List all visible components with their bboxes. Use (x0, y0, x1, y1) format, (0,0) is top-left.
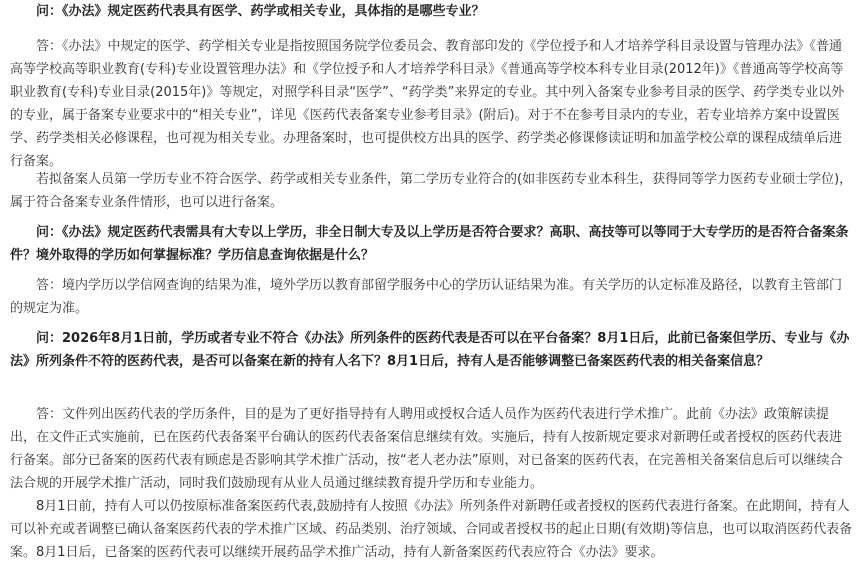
question-paragraph: 问：《办法》规定医药代表需具有大专以上学历，非全日制大专及以上学历是否符合要求？高职、高技等可以等同于大专学历的是否符合备案条件？境外取得的学历如何掌握标准？学历信息查询依据是什么？ (10, 225, 849, 263)
answer-paragraph: 答：《办法》中规定的医学、药学相关专业是指按照国务院学位委员会、教育部印发的《学位授予和人才培养学科目录设置与管理办法》《普通高等学校高等职业教育(专科)专业设置管理办法》和《学位授予和人才培养学科目录》《普通高等学校本科专业目录(2012年)》《普通高等学校高等职业教育(专科)专业目录(2015年)》等规定，对照学科目录“医学”、“药学类”来界定的专业。其中列入备案专业参考目录的医学、药学类专业以外的专业，属于备案专业要求中的“相关专业”，详见《医药代表备案专业参考目录》(附后)。对于不在参考目录内的专业，若专业培养方案中设置医学、药学类相关必修课程，也可视为相关专业。办理备案时，也可提供校方出具的医学、药学类必修课修读证明和加盖学校公章的课程成绩单后进行备案。 (10, 39, 845, 169)
answer-paragraph: 答：文件列出医药代表的学历条件，目的是为了更好指导持有人聘用或授权合适人员作为医药代表进行学术推广。此前《办法》政策解读提出，在文件正式实施前，已在医药代表备案平台确认的医药代表备案信息继续有效。实施后，持有人按新规定要求对新聘任或者授权的医药代表进行备案。部分已备案的医药代表有顾虑是否影响其学术推广活动，按“老人老办法”原则，对已备案的医药代表，在完善相关备案信息后可以继续合法合规的开展学术推广活动，同时我们鼓励现有从业人员通过继续教育提升学历和专业能力。 (10, 407, 843, 491)
answer-paragraph: 若拟备案人员第一学历专业不符合医学、药学或相关专业条件，第二学历专业符合的(如非医药专业本科生，获得同等学力医药专业硕士学位)，属于符合备案专业条件情形，也可以进行备案。 (10, 172, 853, 210)
answer-paragraph: 答：境内学历以学信网查询的结果为准，境外学历以教育部留学服务中心的学历认证结果为准。有关学历的认定标准及路径，以教育主管部门的规定为准。 (10, 278, 843, 316)
question-paragraph: 问：2026年8月1日前，学历或者专业不符合《办法》所列条件的医药代表是否可以在平台备案？8月1日后，此前已备案但学历、专业与《办法》所列条件不符的医药代表，是否可以备案在新的持有人名下？8月1日后，持有人是否能够调整已备案医药代表的相关备案信息？ (10, 331, 850, 369)
answer-paragraph: 8月1日前，持有人可以仍按原标准备案医药代表,鼓励持有人按照《办法》所列条件对新聘任或者授权的医药代表进行备案。在此期间，持有人可以补充或者调整已确认备案医药代表的学术推广区域、药品类别、治疗领域、合同或者授权书的起止日期(有效期)等信息，也可以取消医药代表备案。8月1日后，已备案的医药代表可以继续开展药品学术推广活动，持有人新备案医药代表应符合《办法》要求。 (10, 499, 853, 560)
question-paragraph: 问：《办法》规定医药代表具有医学、药学或相关专业，具体指的是哪些专业？ (10, 4, 485, 19)
